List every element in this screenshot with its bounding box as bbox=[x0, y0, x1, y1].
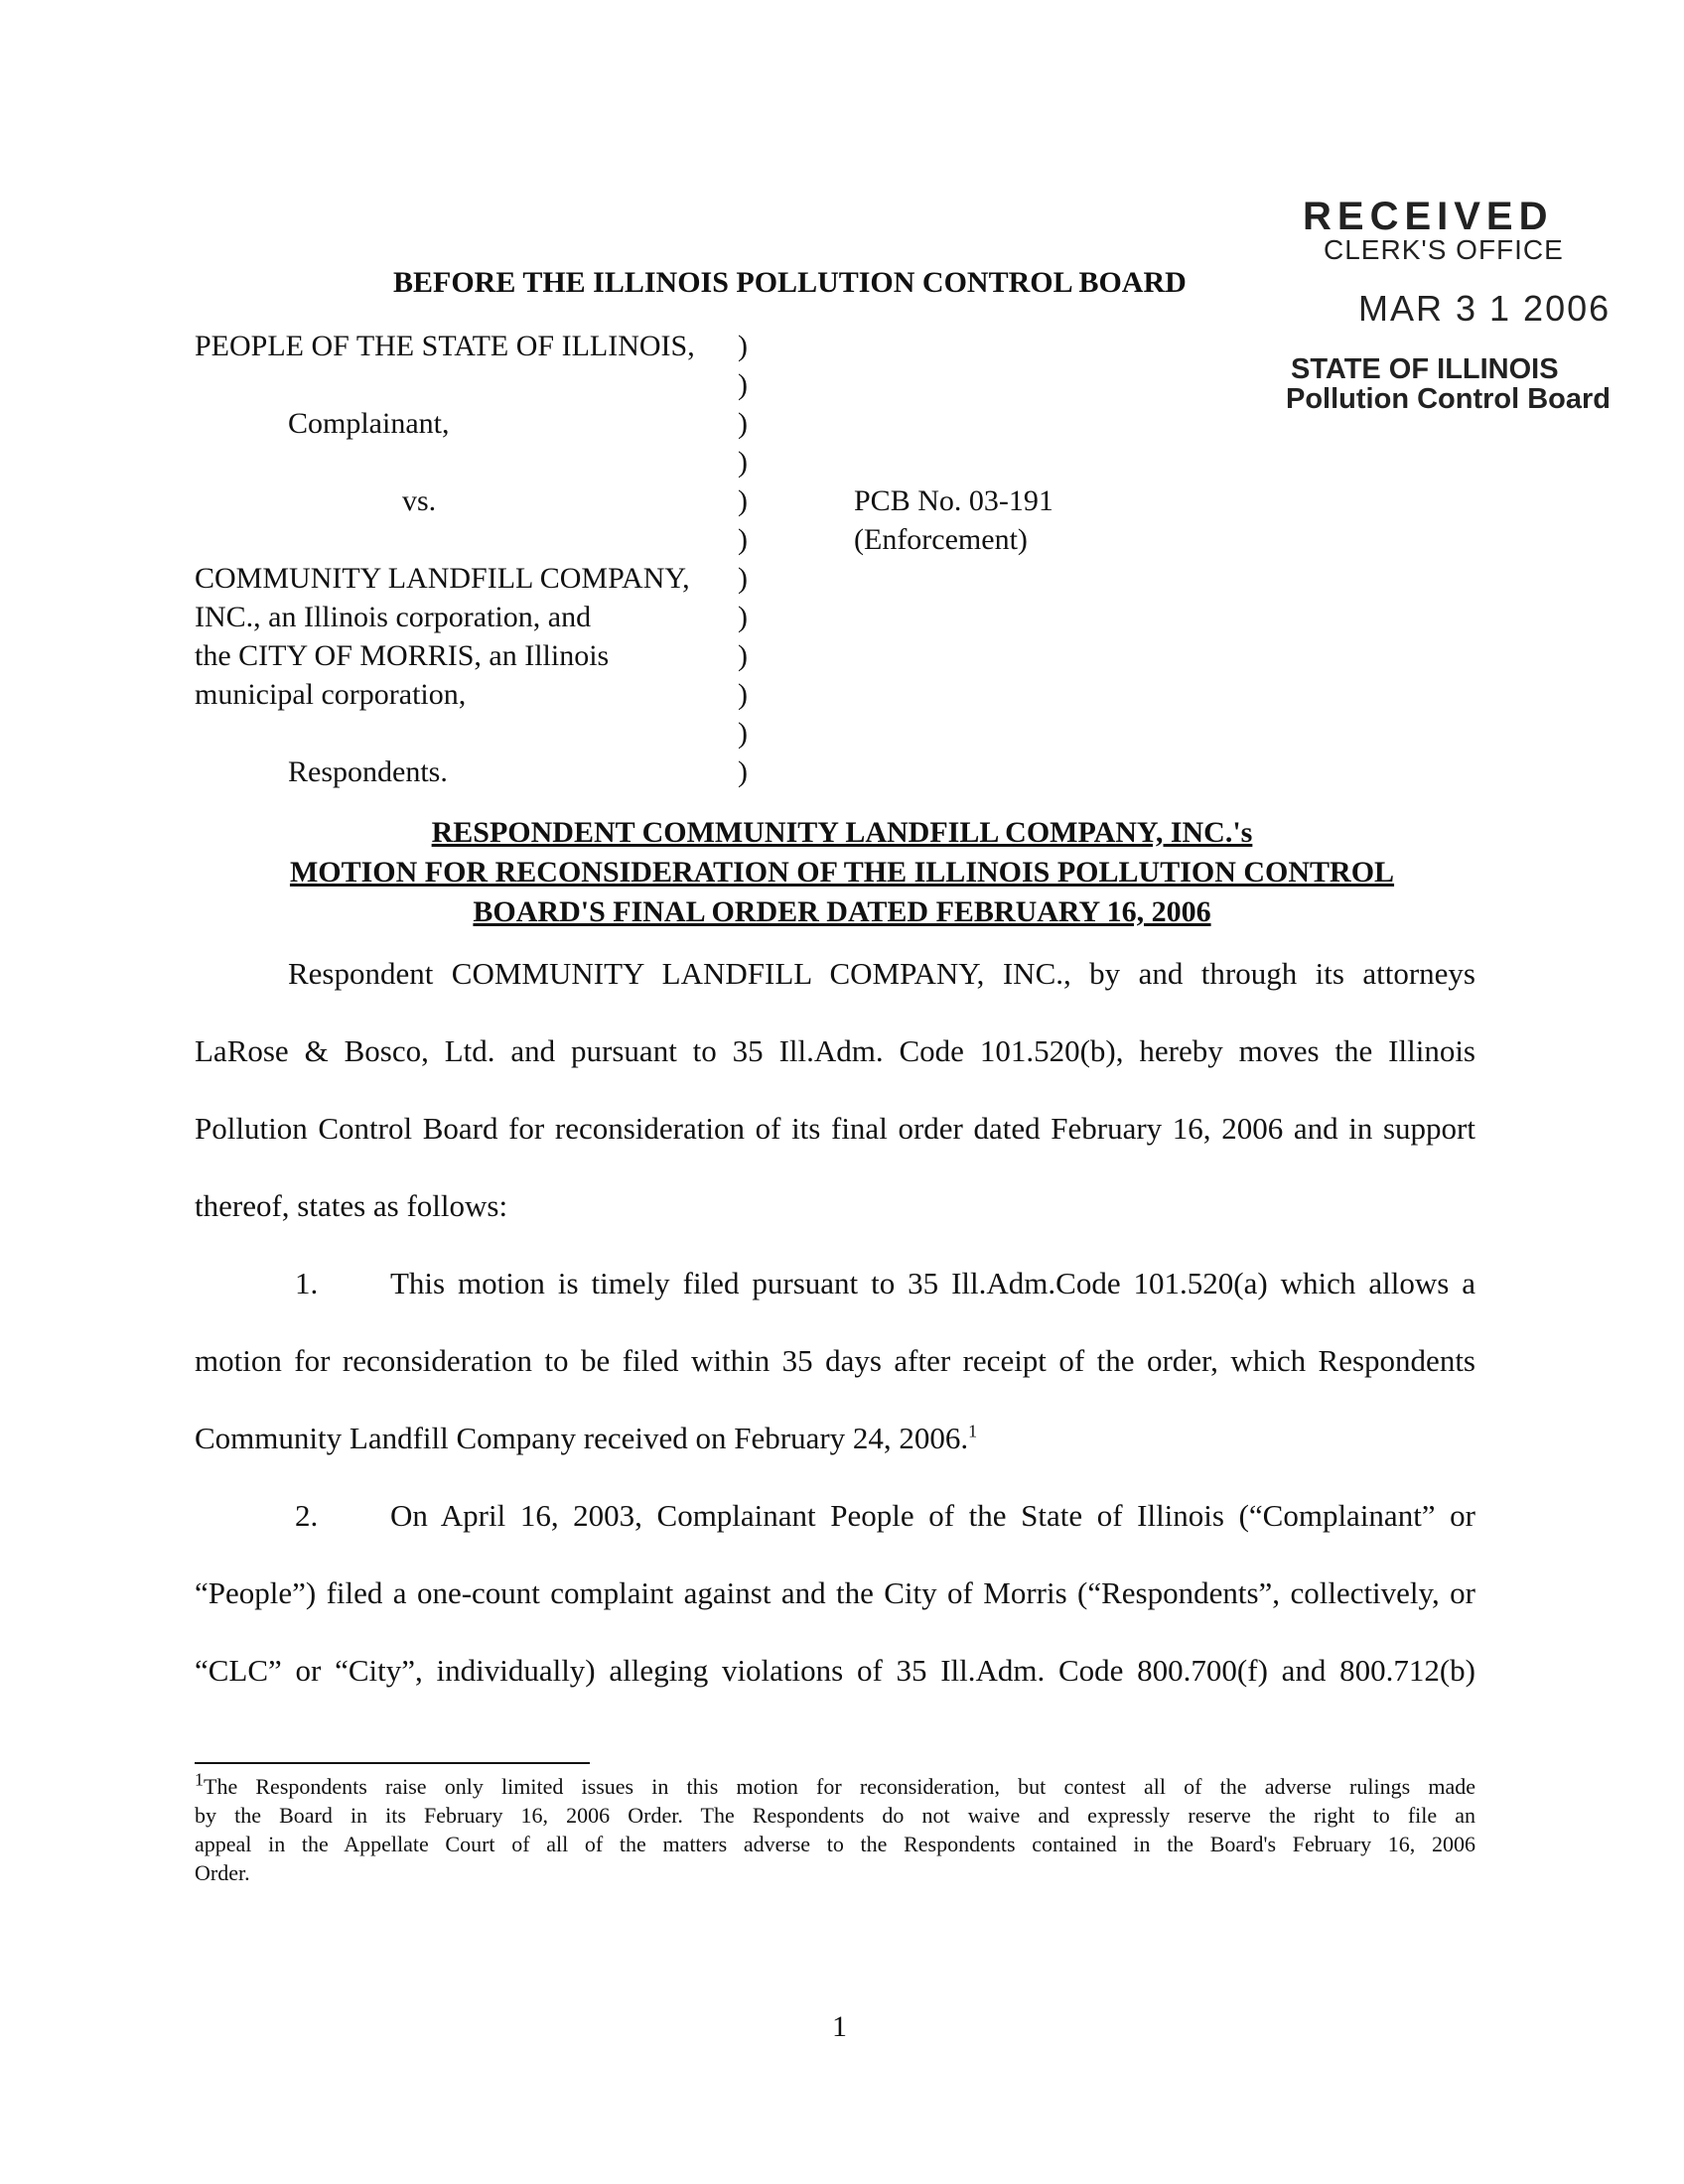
intro-line: LaRose & Bosco, Ltd. and pursuant to 35 Ill.Adm. Code 101.520(b), hereby moves the Illinois bbox=[195, 1033, 1475, 1068]
caption-paren: ) bbox=[738, 523, 748, 556]
paragraph-line: On April 16, 2003, Complainant People of the State of Illinois (“Complainant” or bbox=[390, 1498, 1475, 1533]
defendant-line: INC., an Illinois corporation, and bbox=[195, 601, 592, 633]
plaintiff-name: PEOPLE OF THE STATE OF ILLINOIS, bbox=[195, 330, 695, 362]
caption-paren: ) bbox=[738, 446, 748, 478]
footnote-line: $^1$The Respondents raise only limited issues in this motion for reconsideration, but contest all of the adverse rulings made bbox=[195, 1769, 1475, 1799]
stamp-board: Pollution Control Board bbox=[1286, 383, 1612, 415]
caption-paren: ) bbox=[738, 639, 748, 672]
versus-label: vs. bbox=[402, 484, 437, 517]
paragraph-line: “CLC” or “City”, individually) alleging violations of 35 Ill.Adm. Code 800.700(f) and 800.712(b) bbox=[195, 1653, 1475, 1688]
caption-paren: ) bbox=[738, 601, 748, 633]
paragraph-line: This motion is timely filed pursuant to 35 Ill.Adm.Code 101.520(a) which allows a bbox=[390, 1266, 1475, 1300]
motion-title-line: MOTION FOR RECONSIDERATION OF THE ILLINOIS POLLUTION CONTROL bbox=[289, 856, 1395, 888]
stamp-date: MAR 3 1 2006 bbox=[1358, 288, 1612, 329]
page-number: 1 bbox=[832, 2010, 847, 2043]
defendant-line: the CITY OF MORRIS, an Illinois bbox=[195, 639, 610, 672]
footnote-line: by the Board in its February 16, 2006 Order. The Respondents do not waive and expressly reserve the right to file an bbox=[195, 1803, 1475, 1828]
paragraph-line: Community Landfill Company received on February 24, 2006.$^1$ bbox=[195, 1421, 978, 1455]
footnote-rule bbox=[195, 1762, 590, 1764]
motion-title-line: RESPONDENT COMMUNITY LANDFILL COMPANY, INC.'s bbox=[431, 816, 1253, 849]
defendant-line: COMMUNITY LANDFILL COMPANY, bbox=[195, 562, 690, 595]
caption-paren: ) bbox=[738, 717, 748, 750]
footnote-line: Order. bbox=[195, 1860, 250, 1885]
caption-paren: ) bbox=[738, 330, 748, 362]
caption-paren: ) bbox=[738, 368, 748, 401]
stamp-received: RECEIVED bbox=[1303, 195, 1554, 238]
caption-paren: ) bbox=[738, 562, 748, 595]
stamp-state: STATE OF ILLINOIS bbox=[1291, 353, 1559, 385]
stamp-clerk-office: CLERK'S OFFICE bbox=[1324, 234, 1564, 265]
paragraph-number: 1. bbox=[295, 1266, 319, 1300]
intro-line: thereof, states as follows: bbox=[195, 1188, 508, 1223]
intro-line: Pollution Control Board for reconsideration of its final order dated February 16, 2006 and in support bbox=[195, 1111, 1475, 1146]
footnote-marker: 1 bbox=[195, 1769, 204, 1790]
paragraph-line: “People”) filed a one-count complaint against and the City of Morris (“Respondents”, collectively, or bbox=[195, 1575, 1475, 1610]
intro-line: Respondent COMMUNITY LANDFILL COMPANY, INC., by and through its attorneys bbox=[288, 956, 1475, 991]
footnote-line: appeal in the Appellate Court of all of the matters adverse to the Respondents contained in the Board's February 16, 2006 bbox=[195, 1832, 1475, 1856]
paragraph-number: 2. bbox=[295, 1498, 319, 1533]
caption-paren: ) bbox=[738, 678, 748, 711]
motion-title-line: BOARD'S FINAL ORDER DATED FEBRUARY 16, 2006 bbox=[473, 895, 1211, 928]
plaintiff-role: Complainant, bbox=[288, 407, 450, 440]
defendant-role: Respondents. bbox=[288, 755, 448, 788]
caption-paren: ) bbox=[738, 755, 748, 788]
case-type: (Enforcement) bbox=[854, 523, 1028, 556]
case-number: PCB No. 03-191 bbox=[854, 484, 1053, 517]
court-heading: BEFORE THE ILLINOIS POLLUTION CONTROL BOARD bbox=[393, 266, 1187, 299]
defendant-line: municipal corporation, bbox=[195, 678, 467, 711]
caption-paren: ) bbox=[738, 407, 748, 440]
paragraph-line: motion for reconsideration to be filed within 35 days after receipt of the order, which Respondents bbox=[195, 1343, 1475, 1378]
footnote-ref: 1 bbox=[968, 1421, 978, 1441]
caption-paren: ) bbox=[738, 484, 748, 517]
